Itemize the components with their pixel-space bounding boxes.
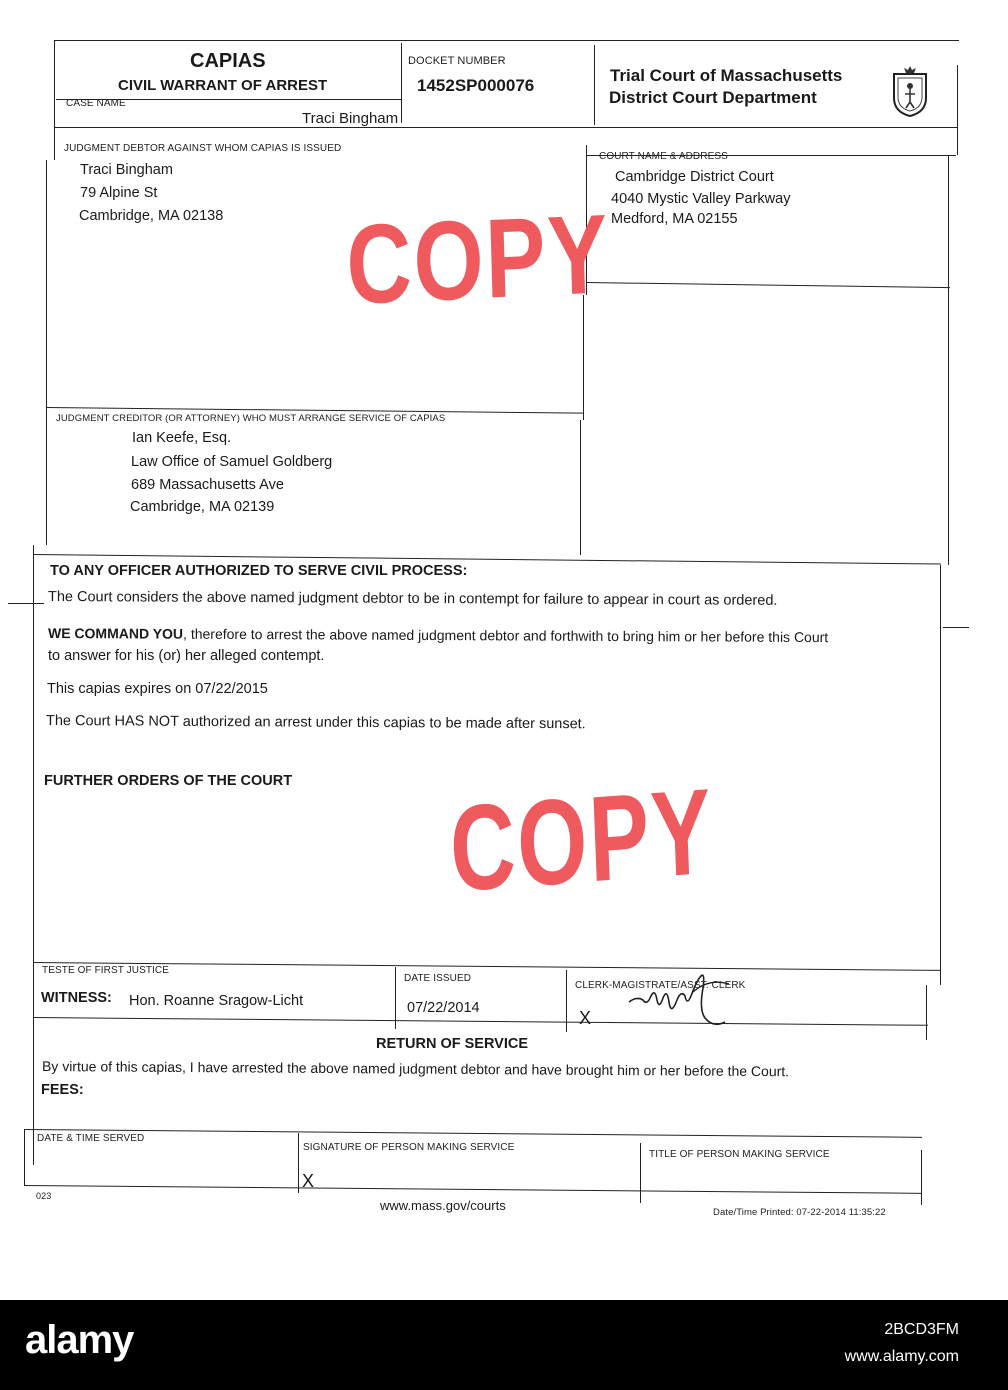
case-name-label: CASE NAME [66, 98, 126, 109]
command-rest-text: , therefore to arrest the above named judgment debtor and forthwith to bring him or her before this Court [183, 625, 829, 646]
date-time-printed: Date/Time Printed: 07-22-2014 11:35:22 [713, 1207, 886, 1218]
copy-stamp-lower: COPY [447, 764, 716, 919]
court-title-line2: District Court Department [609, 88, 817, 107]
debtor-name: Traci Bingham [80, 162, 173, 178]
service-fields-top-line [24, 1129, 922, 1138]
image-id: 2BCD3FM [884, 1321, 959, 1338]
watermark-url: www.alamy.com [844, 1348, 959, 1365]
clerk-signature-x: X [579, 1008, 592, 1028]
frame-right-line-middle [948, 155, 949, 565]
orders-heading: TO ANY OFFICER AUTHORIZED TO SERVE CIVIL PROCESS: [50, 563, 468, 579]
debtor-label: JUDGMENT DEBTOR AGAINST WHOM CAPIAS IS ISSUED [64, 143, 342, 154]
service-divider-2 [640, 1143, 641, 1203]
header-divider-1 [401, 43, 402, 123]
service-statement: By virtue of this capias, I have arrested the above named judgment debtor and have brought him or her before the Court. [41, 1058, 790, 1080]
date-time-served-label: DATE & TIME SERVED [37, 1133, 145, 1144]
court-title-line1: Trial Court of Massachusetts [610, 66, 843, 85]
date-issued-value: 07/22/2014 [407, 1000, 480, 1016]
signature-label: SIGNATURE OF PERSON MAKING SERVICE [303, 1142, 515, 1153]
further-orders-heading: FURTHER ORDERS OF THE COURT [44, 773, 293, 789]
right-margin-tick [943, 627, 969, 628]
sunset-statement: The Court HAS NOT authorized an arrest under this capias to be made after sunset. [45, 713, 586, 733]
court-box-bottom-line [586, 282, 950, 288]
contempt-statement: The Court considers the above named judgment debtor to be in contempt for failure to appear in court as ordered. [47, 589, 778, 609]
creditor-street: 689 Massachusetts Ave [131, 477, 284, 493]
alamy-logo: alamy [25, 1318, 134, 1362]
service-divider-1 [298, 1133, 299, 1193]
witness-divider-2 [566, 970, 567, 1032]
left-margin-tick [8, 603, 44, 604]
creditor-firm: Law Office of Samuel Goldberg [131, 454, 333, 470]
creditor-name: Ian Keefe, Esq. [132, 430, 232, 446]
frame-left-line-upper [54, 40, 55, 160]
frame-right-line-witness [926, 985, 927, 1040]
command-bold-text: WE COMMAND YOU [47, 625, 184, 642]
debtor-city: Cambridge, MA 02138 [79, 208, 224, 224]
frame-left-line-lower [33, 545, 34, 1165]
fees-label: FEES: [41, 1082, 84, 1098]
court-street: 4040 Mystic Valley Parkway [611, 191, 791, 207]
debtor-street: 79 Alpine St [80, 185, 158, 201]
server-title-label: TITLE OF PERSON MAKING SERVICE [649, 1149, 830, 1160]
court-website: www.mass.gov/courts [380, 1198, 506, 1213]
witness-label: WITNESS: [41, 990, 112, 1006]
server-signature-x: X [302, 1171, 315, 1191]
watermark-bar [0, 1300, 1008, 1390]
witness-name: Hon. Roanne Sragow-Licht [129, 993, 304, 1009]
creditor-city: Cambridge, MA 02139 [130, 499, 275, 515]
form-subtitle: CIVIL WARRANT OF ARREST [118, 77, 328, 94]
frame-left-line-middle [46, 160, 47, 545]
frame-left-line-bottom [24, 1130, 25, 1185]
teste-label: TESTE OF FIRST JUSTICE [42, 965, 170, 976]
frame-top-line [54, 40, 959, 41]
clerk-label: CLERK-MAGISTRATE/ASST. CLERK [575, 980, 746, 991]
form-title: CAPIAS [190, 50, 266, 72]
frame-right-line-upper [957, 65, 958, 155]
case-name-bottom-line [54, 127, 957, 128]
frame-right-line-bottom [921, 1150, 922, 1205]
command-statement-line2: to answer for his (or) her alleged contempt. [48, 648, 325, 664]
capias-expiration: This capias expires on 07/22/2015 [47, 681, 268, 697]
case-name-value: Traci Bingham [302, 110, 399, 127]
frame-right-line-lower [940, 565, 941, 985]
return-of-service-heading: RETURN OF SERVICE [376, 1036, 529, 1052]
creditor-right-divider [580, 420, 581, 555]
witness-top-line [33, 962, 941, 971]
court-city: Medford, MA 02155 [611, 211, 738, 227]
court-name: Cambridge District Court [615, 169, 774, 185]
massachusetts-seal-icon [888, 64, 932, 118]
date-issued-label: DATE ISSUED [404, 973, 472, 984]
header-divider-2 [594, 45, 595, 125]
copy-stamp-upper: COPY [344, 192, 612, 329]
command-statement [48, 625, 828, 645]
clerk-signature-image [625, 966, 745, 1038]
docket-number-label: DOCKET NUMBER [408, 55, 506, 67]
service-fields-bottom-line [24, 1185, 922, 1194]
docket-number: 1452SP000076 [417, 76, 535, 95]
witness-bottom-line [33, 1017, 928, 1026]
form-code: 023 [36, 1191, 52, 1201]
creditor-label: JUDGMENT CREDITOR (OR ATTORNEY) WHO MUST ARRANGE SERVICE OF CAPIAS [56, 413, 446, 424]
court-address-label: COURT NAME & ADDRESS [599, 151, 728, 162]
